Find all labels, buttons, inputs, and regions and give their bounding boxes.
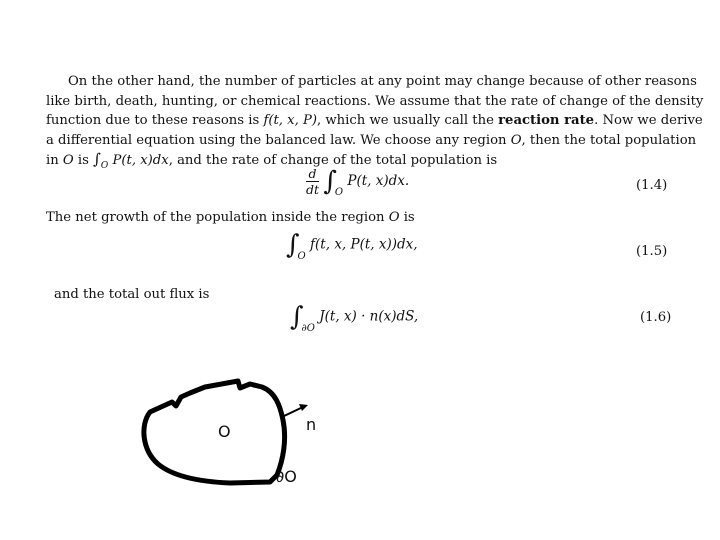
text-line: On the other hand, the number of particles at any point may change because of other reasons [68, 74, 697, 89]
arrow-head [299, 404, 308, 411]
normal-arrow [284, 407, 303, 416]
integral-sign: ∫ [323, 166, 337, 197]
region-label: O [218, 422, 231, 441]
integral-sign: ∫ [290, 302, 304, 332]
boundary-label: ∂O [276, 467, 297, 486]
equation-number: (1.4) [636, 178, 668, 193]
region-boundary [144, 381, 285, 483]
derivative-fraction: $\frac{d}{dt}$ [306, 166, 320, 197]
equation-number: (1.6) [640, 310, 672, 325]
text-line: The net growth of the population inside the region O is [46, 210, 415, 225]
inline-math: O [510, 132, 522, 148]
normal-vector-label: n [306, 415, 317, 434]
bold-term: reaction rate [498, 113, 595, 128]
equation-1-4: $\frac{d}{dt}$ $\int_O$ P(t, x)dx. [306, 166, 410, 198]
equation-1-5: $\int_O$ f(t, x, P(t, x))dx, [286, 230, 418, 262]
equation-body: f(t, x, P(t, x))dx, [310, 236, 418, 253]
text-line: in O is $\int_O$ P(t, x)dx, and the rate of change of the total population is [46, 150, 498, 171]
inline-math: O [62, 153, 74, 168]
integral-sign: ∫ [286, 230, 300, 260]
inline-math: P(t, x)dx [112, 153, 169, 168]
equation-body: J(t, x) · n(x)dS, [319, 308, 419, 325]
equation-body: P(t, x)dx. [347, 173, 410, 189]
text-line: and the total out flux is [54, 287, 210, 302]
equation-1-6: $\int_{\partial O}$ J(t, x) · n(x)dS, [290, 302, 419, 334]
text-line: function due to these reasons is f(t, x, P), which we usually call the reaction rate. Now we derive [46, 113, 703, 128]
equation-number: (1.5) [636, 244, 668, 259]
intro-paragraph [46, 72, 704, 173]
text-line: a differential equation using the balanced law. We choose any region O, then the total population [46, 132, 697, 148]
text-line: like birth, death, hunting, or chemical reactions. We assume that the rate of change of the density [46, 93, 704, 109]
inline-math: f(t, x, P) [263, 113, 317, 128]
